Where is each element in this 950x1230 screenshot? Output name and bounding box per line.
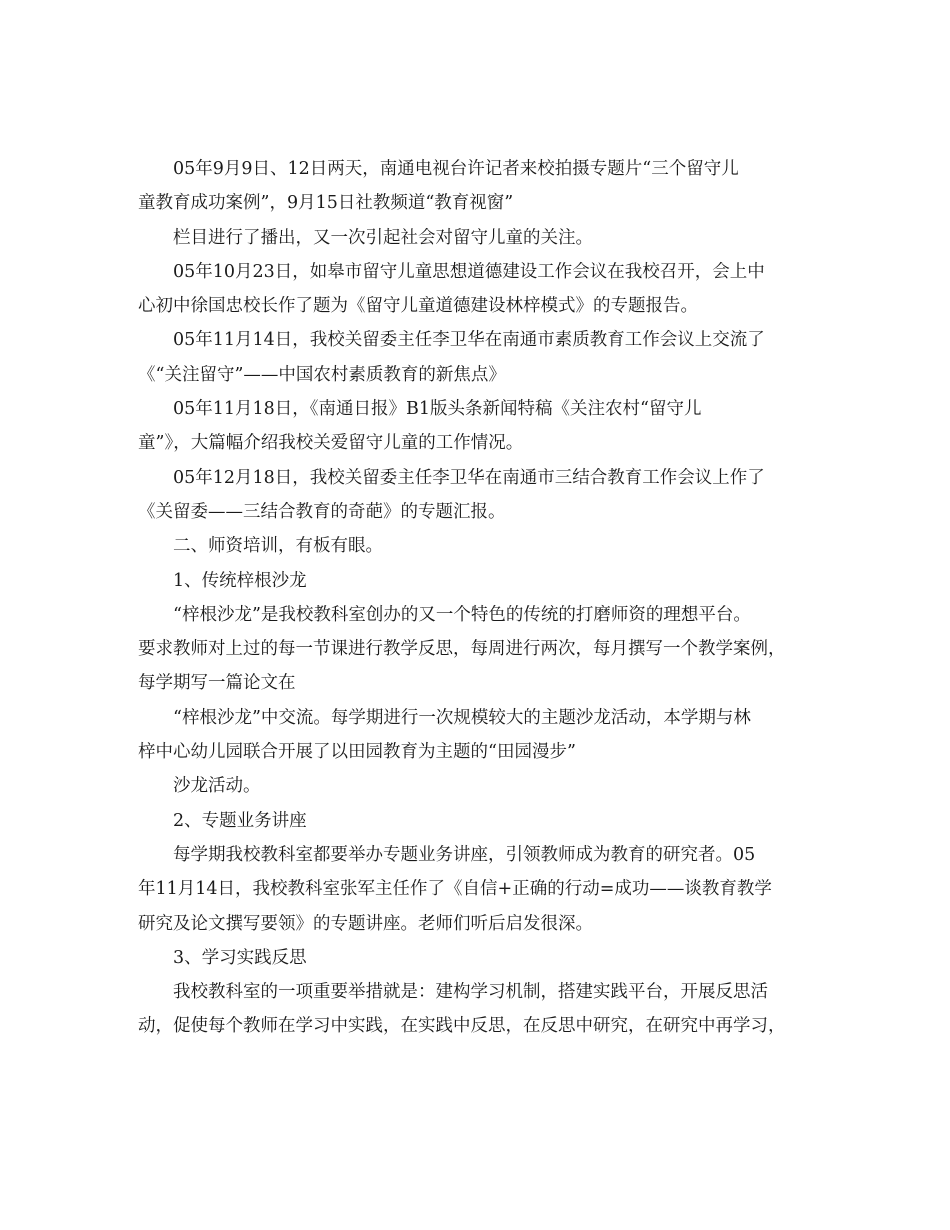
subsection-heading: 3、学习实践反思: [173, 947, 307, 968]
paragraph-line: 要求教师对上过的每一节课进行教学反思，每周进行两次，每月撰写一个教学案例，: [138, 639, 786, 660]
subsection-heading: 2、专题业务讲座: [173, 810, 307, 831]
paragraph-line: 沙龙活动。: [173, 776, 261, 797]
paragraph-line: 每学期写一篇论文在: [138, 673, 296, 694]
paragraph-line: “梓根沙龙”中交流。每学期进行一次规模较大的主题沙龙活动，本学期与林: [173, 707, 751, 728]
paragraph-line: “梓根沙龙”是我校教科室创办的又一个特色的传统的打磨师资的理想平台。: [173, 604, 751, 625]
paragraph-line: 心初中徐国忠校长作了题为《留守儿童道德建设林梓模式》的专题报告。: [138, 296, 698, 317]
paragraph-line: 05年11月14日，我校关留委主任李卫华在南通市素质教育工作会议上交流了: [173, 330, 765, 351]
paragraph-line: 《关留委——三结合教育的奇葩》的专题汇报。: [138, 501, 506, 522]
paragraph-line: 年11月14日，我校教科室张军主任作了《自信+正确的行动=成功——谈教育教学: [138, 879, 772, 900]
paragraph-line: 05年12月18日，我校关留委主任李卫华在南通市三结合教育工作会议上作了: [173, 467, 765, 488]
paragraph-line: 栏目进行了播出，又一次引起社会对留守儿童的关注。: [173, 227, 593, 248]
paragraph-line: 《“关注留守”——中国农村素质教育的新焦点》: [138, 364, 506, 385]
document-body: [138, 152, 828, 1044]
paragraph-line: 梓中心幼儿园联合开展了以田园教育为主题的“田园漫步”: [138, 742, 576, 763]
paragraph-line: 动，促使每个教师在学习中实践，在实践中反思，在反思中研究，在研究中再学习，: [138, 1016, 786, 1037]
subsection-heading: 1、传统梓根沙龙: [173, 570, 307, 591]
paragraph-line: 研究及论文撰写要领》的专题讲座。老师们听后启发很深。: [138, 913, 593, 934]
paragraph-line: 童”》，大篇幅介绍我校关爱留守儿童的工作情况。: [138, 433, 524, 454]
paragraph-line: 每学期我校教科室都要举办专题业务讲座，引领教师成为教育的研究者。05: [173, 844, 756, 865]
paragraph-line: 05年9月9日、12日两天，南通电视台许记者来校拍摄专题片“三个留守儿: [173, 159, 739, 179]
paragraph-line: 05年10月23日，如皋市留守儿童思想道德建设工作会议在我校召开，会上中: [173, 261, 765, 282]
paragraph-line: 05年11月18日，《南通日报》B1版头条新闻特稿《关注农村“留守儿: [173, 399, 702, 420]
section-heading: 二、师资培训，有板有眼。: [173, 536, 383, 557]
paragraph-line: 我校教科室的一项重要举措就是：建构学习机制，搭建实践平台，开展反思活: [173, 982, 768, 1003]
paragraph-line: 童教育成功案例”，9月15日社教频道“教育视窗”: [138, 193, 514, 214]
